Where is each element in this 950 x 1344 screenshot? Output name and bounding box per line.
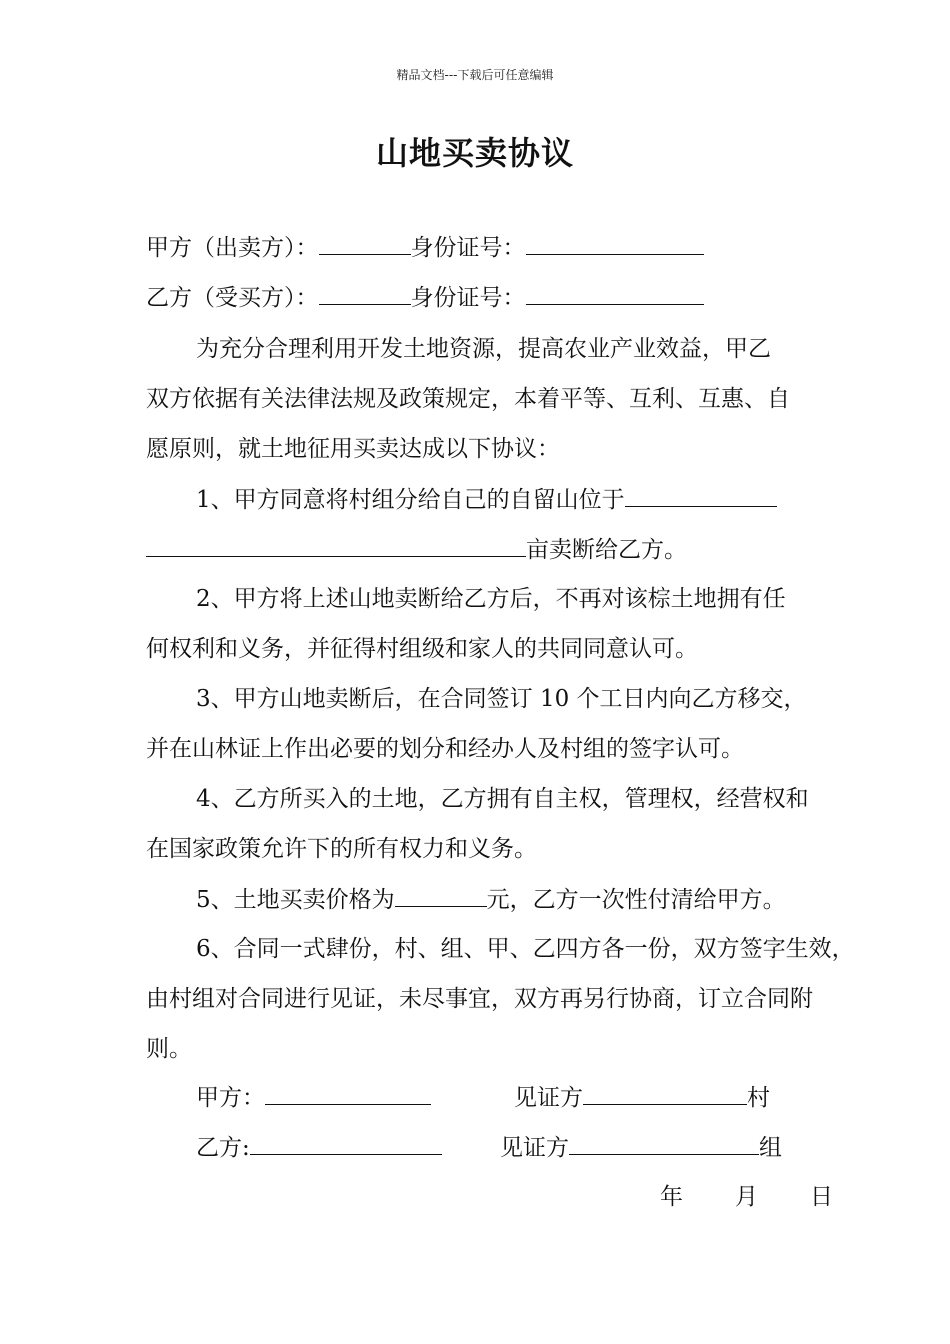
clause-1-text-2: 亩卖断给乙方。 (526, 537, 687, 563)
date-month: 月 (735, 1184, 758, 1210)
party-a-name-blank[interactable] (319, 232, 411, 255)
clause-5-text-2: 元，乙方一次性付清给甲方。 (486, 887, 786, 913)
group-label: 组 (759, 1135, 782, 1161)
clause-5-line (196, 884, 786, 915)
witness-group-label: 见证方 (500, 1135, 569, 1161)
clause-3-line-1: 3、甲方山地卖断后，在合同签订 10 个工日内向乙方移交， (196, 686, 807, 712)
document-title: 山地买卖协议 (375, 134, 574, 172)
clause-1-line-2 (146, 534, 687, 565)
party-a-line (146, 232, 704, 263)
party-a-id-label: 身份证号： (410, 235, 526, 261)
clause-2-line-2: 何权利和义务，并征得村组级和家人的共同同意认可。 (146, 636, 698, 662)
clause-6-line-3: 则。 (146, 1036, 192, 1062)
clause-4-line-1: 4、乙方所买入的土地，乙方拥有自主权，管理权，经营权和 (196, 786, 809, 812)
party-a-label: 甲方（出卖方）： (146, 235, 319, 261)
party-b-name-blank[interactable] (319, 282, 411, 305)
party-b-id-blank[interactable] (526, 282, 704, 305)
party-b-id-label: 身份证号： (410, 285, 526, 311)
party-a-id-blank[interactable] (526, 232, 704, 255)
price-blank[interactable] (395, 884, 487, 907)
clause-1-text-1: 1、甲方同意将村组分给自己的自留山位于 (196, 487, 625, 513)
signature-party-a (196, 1082, 431, 1113)
clause-6-line-2: 由村组对合同进行见证，未尽事宜，双方再另行协商，订立合同附 (146, 986, 813, 1012)
witness-village (514, 1082, 770, 1113)
clause-6-line-1: 6、合同一式肆份，村、组、甲、乙四方各一份，双方签字生效， (196, 936, 855, 962)
party-b-line (146, 282, 704, 313)
intro-line-2: 双方依据有关法律法规及政策规定，本着平等、互利、互惠、自 (146, 386, 790, 412)
signature-party-b (196, 1132, 442, 1163)
clause-5-text-1: 5、土地买卖价格为 (196, 887, 395, 913)
intro-line-1: 为充分合理利用开发土地资源，提高农业产业效益，甲乙 (196, 336, 771, 362)
witness-group-blank[interactable] (569, 1132, 759, 1155)
date-line (660, 1182, 833, 1212)
signature-party-b-blank[interactable] (250, 1132, 442, 1155)
date-day: 日 (810, 1184, 833, 1210)
clause-4-line-2: 在国家政策允许下的所有权力和义务。 (146, 836, 537, 862)
signature-party-a-blank[interactable] (265, 1082, 431, 1105)
clause-2-line-1: 2、甲方将上述山地卖断给乙方后，不再对该棕土地拥有任 (196, 586, 786, 612)
witness-group (500, 1132, 782, 1163)
location-blank[interactable] (625, 484, 777, 507)
date-year: 年 (660, 1184, 683, 1210)
witness-village-blank[interactable] (583, 1082, 747, 1105)
party-b-label: 乙方（受买方）： (146, 285, 319, 311)
signature-party-b-label: 乙方: (196, 1135, 250, 1161)
clause-3-line-2: 并在山林证上作出必要的划分和经办人及村组的签字认可。 (146, 736, 744, 762)
signature-party-a-label: 甲方： (196, 1085, 265, 1111)
village-label: 村 (747, 1085, 770, 1111)
acreage-blank[interactable] (146, 534, 526, 557)
witness-village-label: 见证方 (514, 1085, 583, 1111)
clause-1-line-1 (196, 484, 777, 515)
document-header: 精品文档---下载后可任意编辑 (396, 68, 554, 82)
intro-line-3: 愿原则，就土地征用买卖达成以下协议： (146, 436, 560, 462)
